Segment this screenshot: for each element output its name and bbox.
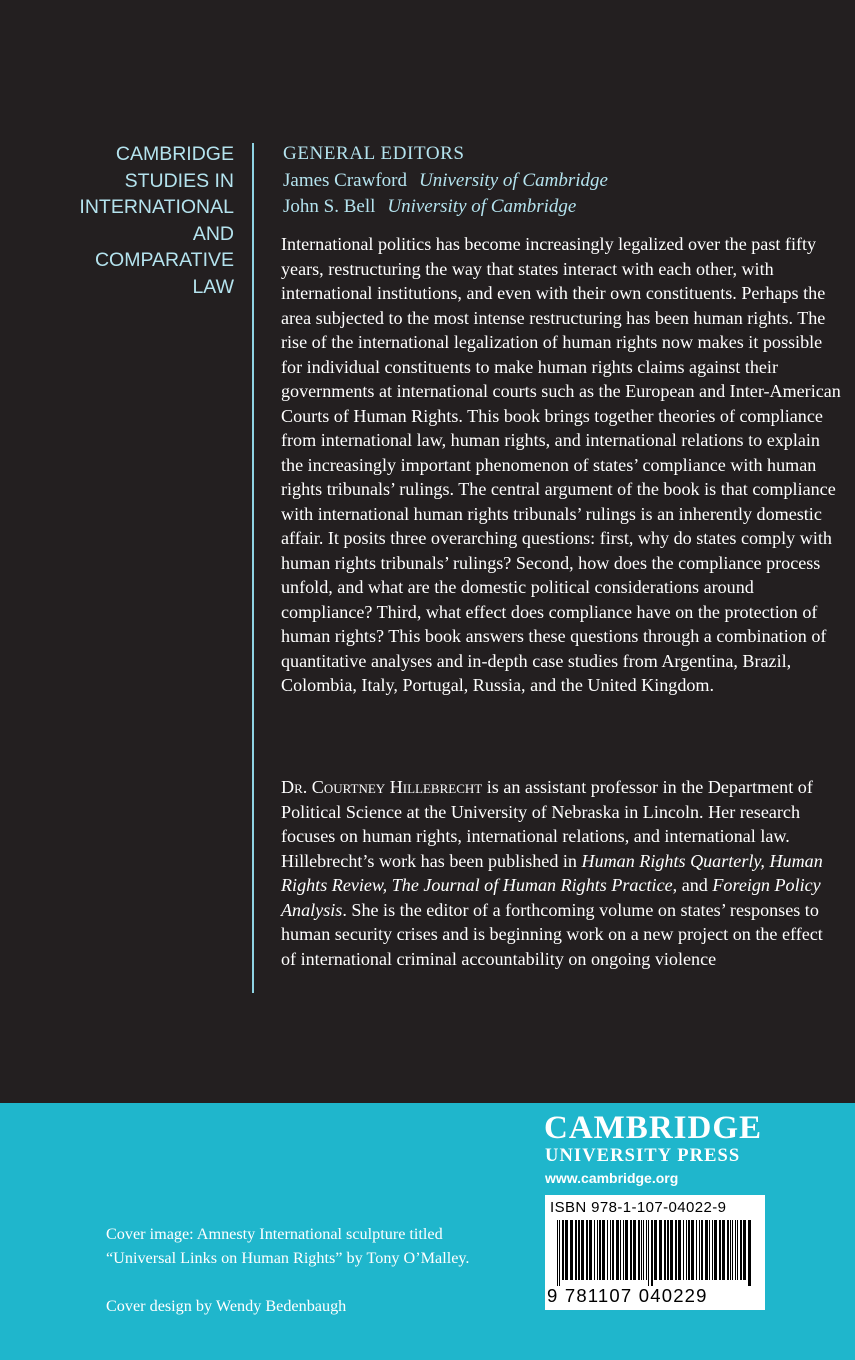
cover-credit-line: “Universal Links on Human Rights” by Tony O’Malley. <box>106 1249 470 1267</box>
barcode-bar <box>638 1220 640 1280</box>
vertical-divider <box>252 143 254 993</box>
barcode-bar <box>612 1220 614 1280</box>
series-title-line: LAW <box>192 275 234 298</box>
barcode-bar <box>735 1220 736 1280</box>
barcode-bar <box>633 1220 636 1280</box>
ean-digits: 9 781107 040229 <box>547 1285 708 1306</box>
bio-text: . She is the editor of a forthcoming volume on states’ responses to human security crises and is beginning work on a new project on the effect of international criminal accountability on ongoing violence <box>281 899 823 969</box>
barcode-bar <box>709 1220 710 1280</box>
series-title-line: STUDIES IN <box>124 169 234 192</box>
barcode-bar <box>737 1220 738 1280</box>
barcode-bar <box>732 1220 733 1280</box>
author-name: Dr. Courtney Hillebrecht <box>281 777 483 797</box>
barcode-bar <box>659 1220 662 1280</box>
series-title-line: INTERNATIONAL <box>79 196 234 218</box>
barcode-bar <box>586 1220 588 1280</box>
barcode-bar <box>597 1220 598 1280</box>
bio-text: , and <box>672 875 713 895</box>
barcode-bar <box>578 1220 580 1280</box>
book-description: International politics has become increasingly legalized over the past fifty years, restructuring the way that states interact with each other, with international institutions, and even with their own constituents. Perhaps the area subjected to the most intense restructuring has been human rights. The rise of the international legalization of human rights now makes it possible for individual constituents to make human rights claims against their governments at international courts such as the European and Inter-American Courts of Human Rights. This book brings together theories of compliance from international law, human rights, and international relations to explain the increasingly important phenomenon of states’ compliance with human rights tribunals’ rulings. The central argument of the book is that compliance with international human rights tribunals’ rulings is an inherently domestic affair. It posits three overarching questions: first, why do states comply with human rights tribunals’ rulings? Second, how does the compliance process unfold, and what are the domestic political considerations around compliance? Third, what effect does compliance have on the protection of human rights? This book answers these questions through a combination of quantitative analyses and in-depth case studies from Argentina, Brazil, Colombia, Italy, Portugal, Russia, and the United Kingdom. <box>281 234 841 695</box>
publisher-logo-subtitle: UNIVERSITY PRESS <box>545 1146 741 1166</box>
series-title-line: CAMBRIDGE <box>115 143 234 165</box>
barcode-bar <box>575 1220 577 1280</box>
series-title-line: AND <box>192 222 234 245</box>
barcode-bar <box>667 1220 669 1280</box>
barcode-bar <box>557 1220 558 1286</box>
barcode-bar <box>691 1220 694 1280</box>
barcode-bar <box>696 1220 697 1280</box>
barcode-bar <box>654 1220 657 1280</box>
barcode-graphic <box>549 1220 761 1286</box>
barcode-bar <box>599 1220 601 1280</box>
barcode-bar <box>686 1220 687 1280</box>
barcode-bar <box>641 1220 642 1280</box>
barcode-bar <box>651 1220 653 1286</box>
barcode-bar <box>748 1220 751 1286</box>
publisher-logo-name: CAMBRIDGE <box>544 1110 763 1146</box>
barcode-bar <box>678 1220 681 1280</box>
barcode-bar <box>730 1220 731 1280</box>
barcode-bar <box>602 1220 605 1280</box>
barcode-bar <box>722 1220 725 1280</box>
barcode-bar <box>610 1220 611 1280</box>
barcode-bar <box>646 1220 647 1280</box>
cover-design-credit: Cover design by Wendy Bedenbaugh <box>106 1297 347 1315</box>
bio-journals: Human Rights Quarterly, Human Rights Review, The Journal of Human Rights Practice <box>281 850 823 895</box>
barcode-bar <box>630 1220 632 1280</box>
editor-affiliation: University of Cambridge <box>387 196 577 217</box>
barcode-bar <box>643 1220 644 1280</box>
series-title <box>4 141 234 300</box>
barcode-bar <box>683 1220 684 1280</box>
barcode-bar <box>570 1220 573 1280</box>
general-editors <box>283 141 608 221</box>
editor-row <box>283 168 608 195</box>
barcode-bar <box>712 1220 713 1280</box>
barcode-bar <box>701 1220 703 1280</box>
barcode-bar <box>714 1220 717 1280</box>
barcode-bar <box>581 1220 584 1280</box>
barcode-bar <box>719 1220 721 1280</box>
editor-name: John S. Bell <box>283 196 376 217</box>
barcode-bar <box>743 1220 746 1280</box>
bio-journal: Foreign Policy Analysis <box>281 875 821 920</box>
editor-row <box>283 194 608 221</box>
barcode-bar <box>620 1220 621 1280</box>
barcode-bar <box>565 1220 568 1280</box>
barcode-bar <box>589 1220 592 1280</box>
author-bio <box>281 775 841 971</box>
barcode-bar <box>664 1220 666 1280</box>
barcode-bar <box>623 1220 624 1280</box>
barcode-bar <box>740 1220 742 1280</box>
editor-name: James Crawford <box>283 169 407 191</box>
publisher-url: www.cambridge.org <box>545 1170 679 1186</box>
barcode-bar <box>562 1220 564 1280</box>
series-title-line: COMPARATIVE <box>94 249 234 271</box>
editors-heading: GENERAL EDITORS <box>283 143 465 164</box>
barcode-bar <box>675 1220 677 1280</box>
barcode-bar <box>648 1220 649 1286</box>
cover-image-credit <box>106 1222 469 1270</box>
editor-affiliation: University of Cambridge <box>419 169 608 191</box>
barcode-bar <box>625 1220 628 1280</box>
barcode-bar <box>705 1220 708 1280</box>
barcode-bar <box>594 1220 595 1280</box>
barcode-bar <box>727 1220 729 1280</box>
barcode-bar <box>559 1220 560 1286</box>
isbn-label: ISBN 978-1-107-04022-9 <box>550 1199 727 1216</box>
cover-credit-line: Cover image: Amnesty International sculpture titled <box>106 1225 443 1243</box>
barcode-bar <box>607 1220 608 1280</box>
barcode-bar <box>688 1220 690 1280</box>
bio-text: is an assistant professor in the Department of Political Science at the University of Nebraska in Lincoln. Her research focuses on human rights, international relations, and international law. Hillebrecht’s work has been published in <box>281 777 813 871</box>
barcode-bar <box>699 1220 700 1280</box>
barcode-bar <box>616 1220 619 1280</box>
barcode-bar <box>670 1220 673 1280</box>
